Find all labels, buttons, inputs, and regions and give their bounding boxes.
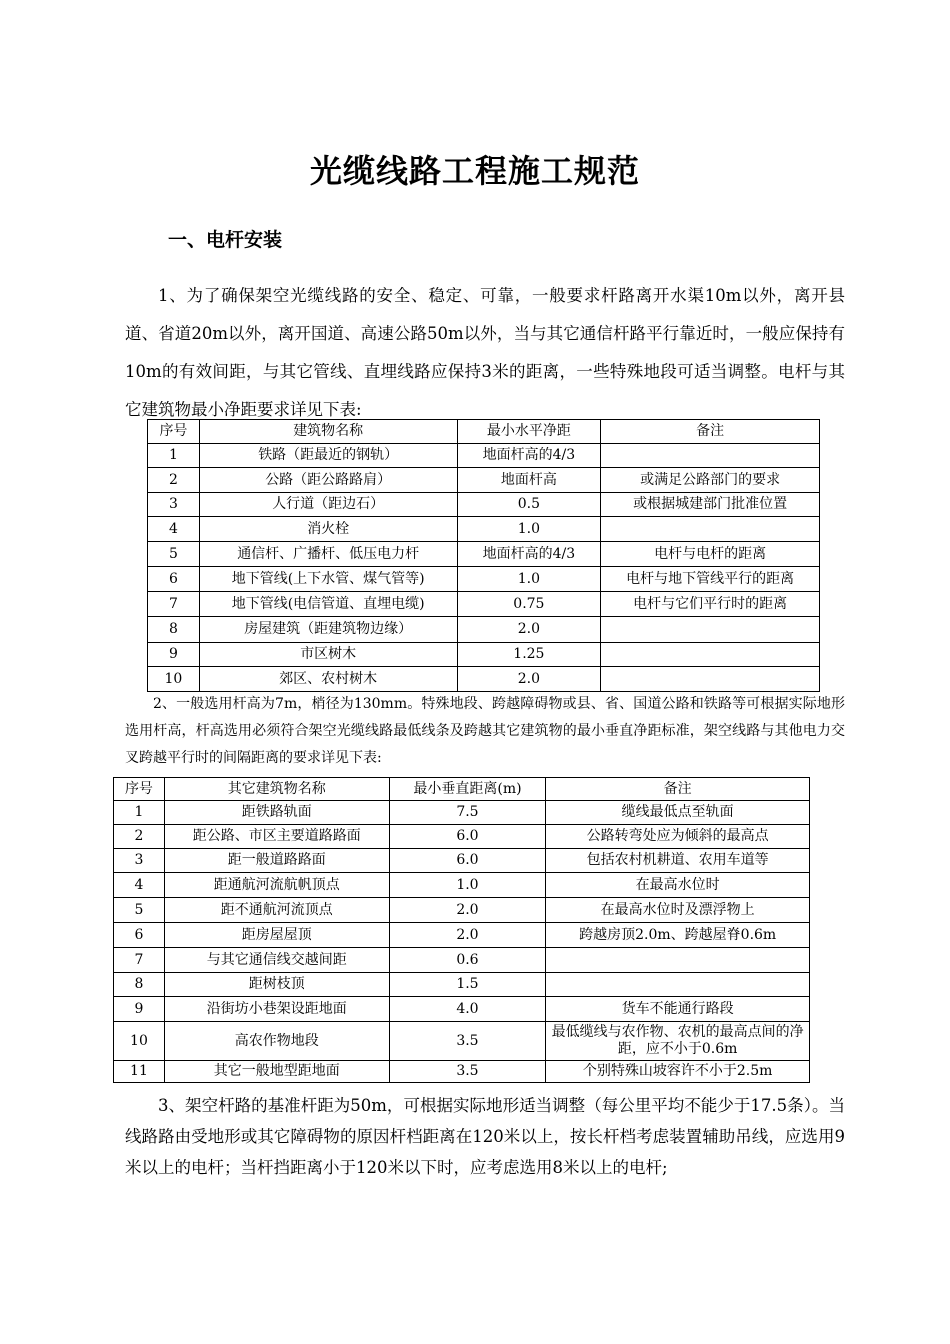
table-cell: 地面杆高的4/3 (457, 444, 601, 468)
table-cell (601, 667, 820, 692)
table-row (148, 444, 820, 468)
table-cell: 通信杆、广播杆、低压电力杆 (199, 542, 457, 567)
table-header-cell: 最小水平净距 (457, 420, 601, 444)
table-cell: 地下管线(上下水管、煤气管等) (199, 567, 457, 592)
table-row (114, 849, 810, 873)
table-row (114, 1061, 810, 1083)
table-cell: 10 (148, 667, 200, 692)
document-title: 光缆线路工程施工规范 (309, 152, 640, 190)
table-cell: 0.5 (457, 493, 601, 517)
table-cell: 5 (148, 542, 200, 567)
table-cell (546, 948, 810, 973)
table-cell: 个别特殊山坡容许不小于2.5m (546, 1061, 810, 1083)
table-cell: 3.5 (389, 1061, 546, 1083)
table-cell: 9 (148, 643, 200, 667)
table-row (114, 873, 810, 898)
table-cell: 1 (148, 444, 200, 468)
table-cell: 1.0 (457, 567, 601, 592)
clearance-table-vertical (113, 777, 810, 1083)
table-cell: 电杆与它们平行时的距离 (601, 592, 820, 617)
table-row (114, 973, 810, 997)
table-cell: 距公路、市区主要道路路面 (164, 825, 389, 849)
table-header-cell: 备注 (546, 778, 810, 801)
table-row (148, 493, 820, 517)
table-header-cell: 建筑物名称 (199, 420, 457, 444)
table-cell: 7 (148, 592, 200, 617)
table-cell: 距一般道路路面 (164, 849, 389, 873)
table-cell: 距不通航河流顶点 (164, 898, 389, 923)
table-row (148, 592, 820, 617)
table-cell: 公路（距公路路肩） (199, 468, 457, 493)
table-cell: 或满足公路部门的要求 (601, 468, 820, 493)
table-cell: 2.0 (389, 898, 546, 923)
table-cell: 缆线最低点至轨面 (546, 801, 810, 825)
table-row (114, 801, 810, 825)
table-header-row (148, 420, 820, 444)
table-cell: 6.0 (389, 849, 546, 873)
table-header-cell: 最小垂直距离(m) (389, 778, 546, 801)
table-cell (546, 973, 810, 997)
table-cell: 1.0 (457, 517, 601, 542)
table-header-cell: 序号 (148, 420, 200, 444)
table-cell (601, 444, 820, 468)
table-cell: 房屋建筑（距建筑物边缘） (199, 617, 457, 643)
table-cell: 电杆与电杆的距离 (601, 542, 820, 567)
table-row (114, 923, 810, 948)
table-cell: 跨越房顶2.0m、跨越屋脊0.6m (546, 923, 810, 948)
table-row (148, 517, 820, 542)
table-cell: 在最高水位时及漂浮物上 (546, 898, 810, 923)
section-heading: 一、电杆安装 (168, 229, 283, 251)
table-row (148, 567, 820, 592)
table-row (148, 667, 820, 692)
table-cell: 1.25 (457, 643, 601, 667)
table-cell (601, 617, 820, 643)
table-cell: 1 (114, 801, 165, 825)
table-cell: 或根据城建部门批准位置 (601, 493, 820, 517)
table-cell: 距房屋屋顶 (164, 923, 389, 948)
table-cell: 8 (148, 617, 200, 643)
table-cell: 电杆与地下管线平行的距离 (601, 567, 820, 592)
table-cell: 5 (114, 898, 165, 923)
table-row (148, 643, 820, 667)
table-cell (601, 643, 820, 667)
paragraph-3: 3、架空杆路的基准杆距为50m，可根据实际地形适当调整（每公里平均不能少于17.5条）。当线路路由受地形或其它障碍物的原因杆档距离在120米以上，按长杆档考虑装置辅助吊线，应选用9米以上的电杆；当杆挡距离小于120米以下时，应考虑选用8米以上的电杆; (125, 1096, 845, 1177)
table-cell: 包括农村机耕道、农用车道等 (546, 849, 810, 873)
table-cell: 0.75 (457, 592, 601, 617)
table-row (114, 948, 810, 973)
table-cell: 其它一般地型距地面 (164, 1061, 389, 1083)
table-cell: 距通航河流航帆顶点 (164, 873, 389, 898)
table-cell: 1.5 (389, 973, 546, 997)
table-cell: 地面杆高 (457, 468, 601, 493)
table-row (114, 997, 810, 1022)
table-cell: 公路转弯处应为倾斜的最高点 (546, 825, 810, 849)
table-cell: 6.0 (389, 825, 546, 849)
table-cell: 1.0 (389, 873, 546, 898)
table-cell: 高农作物地段 (164, 1022, 389, 1061)
table-cell: 人行道（距边石） (199, 493, 457, 517)
table-cell (601, 517, 820, 542)
table-header-cell: 备注 (601, 420, 820, 444)
table-cell: 7.5 (389, 801, 546, 825)
table-cell: 货车不能通行路段 (546, 997, 810, 1022)
table-cell: 地面杆高的4/3 (457, 542, 601, 567)
table-row (148, 542, 820, 567)
table-cell: 9 (114, 997, 165, 1022)
table-header-cell: 其它建筑物名称 (164, 778, 389, 801)
table-cell: 沿街坊小巷架设距地面 (164, 997, 389, 1022)
table-cell: 4.0 (389, 997, 546, 1022)
table-cell: 6 (114, 923, 165, 948)
table-cell: 2 (114, 825, 165, 849)
table-cell: 2.0 (457, 617, 601, 643)
table-cell: 6 (148, 567, 200, 592)
table-cell: 0.6 (389, 948, 546, 973)
table-cell: 距树枝顶 (164, 973, 389, 997)
table-cell: 铁路（距最近的钢轨） (199, 444, 457, 468)
table-cell: 3 (114, 849, 165, 873)
clearance-table-horizontal (147, 419, 820, 692)
table-cell: 消火栓 (199, 517, 457, 542)
table-cell: 3.5 (389, 1022, 546, 1061)
table-cell: 7 (114, 948, 165, 973)
table-cell: 在最高水位时 (546, 873, 810, 898)
table-cell: 11 (114, 1061, 165, 1083)
table-row (114, 825, 810, 849)
table-cell: 地下管线(电信管道、直埋电缆) (199, 592, 457, 617)
table-cell: 市区树木 (199, 643, 457, 667)
table-cell: 最低缆线与农作物、农机的最高点间的净距，应不小于0.6m (546, 1022, 810, 1061)
table-cell: 2.0 (389, 923, 546, 948)
table-row (114, 898, 810, 923)
paragraph-1: 1、为了确保架空光缆线路的安全、稳定、可靠，一般要求杆路离开水渠10m以外，离开县道、省道20m以外，离开国道、高速公路50m以外，当与其它通信杆路平行靠近时，一般应保持有10m的有效间距，与其它管线、直埋线路应保持3米的距离，一些特殊地段可适当调整。电杆与其它建筑物最小净距要求详见下表: (125, 286, 845, 419)
table-cell: 郊区、农村树木 (199, 667, 457, 692)
table-cell: 3 (148, 493, 200, 517)
table-cell: 10 (114, 1022, 165, 1061)
paragraph-2: 2、一般选用杆高为7m，梢径为130mm。特殊地段、跨越障碍物或县、省、国道公路和铁路等可根据实际地形选用杆高，杆高选用必须符合架空光缆线路最低线条及跨越其它建筑物的最小垂直净距标准，架空线路与其他电力交叉跨越平行时的间隔距离的要求详见下表: (125, 696, 845, 766)
table-cell: 2 (148, 468, 200, 493)
table-cell: 4 (148, 517, 200, 542)
table-row (114, 1022, 810, 1061)
table-header-cell: 序号 (114, 778, 165, 801)
table-header-row (114, 778, 810, 801)
table-cell: 与其它通信线交越间距 (164, 948, 389, 973)
table-row (148, 468, 820, 493)
table-row (148, 617, 820, 643)
table-cell: 4 (114, 873, 165, 898)
table-cell: 8 (114, 973, 165, 997)
table-cell: 2.0 (457, 667, 601, 692)
table-cell: 距铁路轨面 (164, 801, 389, 825)
